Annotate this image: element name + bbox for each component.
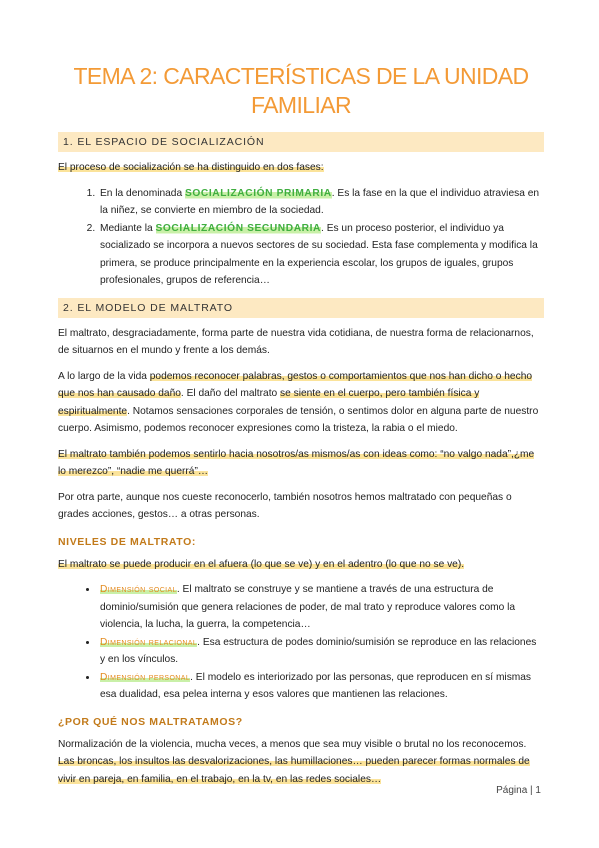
paragraph: El maltrato se puede producir en el afuera (lo que se ve) y en el adentro (lo que no se ve). bbox=[58, 558, 465, 570]
subheading-porque: ¿POR QUÉ NOS MALTRATAMOS? bbox=[58, 715, 243, 728]
paragraph: Por otra parte, aunque nos cueste reconocerlo, también nosotros hemos maltratado con pequeñas o grades acciones, gestos… a otras personas. bbox=[58, 491, 512, 520]
document-page bbox=[58, 62, 544, 796]
highlight: El maltrato también podemos sentirlo hacia nosotros/as mismos/as con ideas como: “no valgo nada”,¿me lo merezco”, “nadie me querrá”… bbox=[58, 448, 535, 477]
paragraph: A lo largo de la vida podemos reconocer palabras, gestos o comportamientos que nos han dicho o hecho que nos han causado daño. El daño del maltrato se siente en el cuerpo, pero también física y espiritualmente. Notamos sensaciones corporales de tensión, o sentimos dolor en alguna parte de nuestro cuerpo. Asimismo, podemos reconocer expresiones como la tristeza, la rabia o el miedo. bbox=[58, 370, 539, 434]
paragraph bbox=[58, 446, 544, 481]
highlight: Las broncas, los insultos las desvalorizaciones, las humillaciones… pueden parecer formas normales de vivir en pareja, en familia, en el trabajo, en la tv, en las redes sociales… bbox=[58, 756, 530, 785]
page-title: TEMA 2: CARACTERÍSTICAS DE LA UNIDAD FAMILIAR bbox=[73, 63, 529, 118]
list-item: • Dimensión personal. El modelo es interiorizado por las personas, que reproducen en sí mismas esa dualidad, esa pelea interna y esos valores que mantienen las relaciones. bbox=[98, 669, 544, 704]
paragraph: El maltrato, desgraciadamente, forma parte de nuestra vida cotidiana, de nuestra forma de relacionarnos, de situarnos en el mundo y frente a los demás. bbox=[58, 327, 534, 356]
highlight: se puede producir en bbox=[109, 558, 206, 570]
tag-socializacion-secundaria: SOCIALIZACIÓN SECUNDARIA bbox=[155, 222, 322, 234]
highlight: (lo que no se ve) bbox=[385, 558, 462, 570]
dimensions-list bbox=[58, 581, 544, 704]
list-item: 2. Mediante la SOCIALIZACIÓN SECUNDARIA. Es un proceso posterior, el individuo ya socializado se incorpora a nuevos sectores de su sociedad. Esta fase complementa y modifica la primera, se produce principalmente en la experiencia escolar, los grupos de iguales, grupos profesionales, grupos de referencia… bbox=[98, 220, 544, 290]
subheading-niveles: NIVELES DE MALTRATO: bbox=[58, 535, 196, 548]
list-item: 1. En la denominada SOCIALIZACIÓN PRIMARIA. Es la fase en la que el individuo atraviesa en la niñez, se convierte en miembro de la sociedad. bbox=[98, 185, 544, 220]
tag-dimension-personal: Dimensión personal bbox=[100, 671, 191, 683]
page-number: Página | 1 bbox=[496, 785, 541, 796]
paragraph bbox=[58, 159, 544, 177]
list-item: • Dimensión relacional. Esa estructura de podes dominio/sumisión se reproduce en las relaciones y en los vínculos. bbox=[98, 634, 544, 669]
tag-socializacion-primaria: SOCIALIZACIÓN PRIMARIA bbox=[184, 187, 332, 199]
highlight: (lo que se ve) bbox=[250, 558, 313, 570]
highlight: El proceso de socialización se ha distinguido en dos fases: bbox=[58, 162, 324, 173]
section-heading-maltrato: 2. EL MODELO DE MALTRATO bbox=[58, 298, 544, 318]
tag-dimension-relacional: Dimensión relacional bbox=[100, 636, 198, 648]
list-item: • Dimensión social. El maltrato se construye y se mantiene a través de una estructura de dominio/sumisión que genera relaciones de poder, de mal trato y reproduce valores como la violencia, la lucha, la guerra, la competencia… bbox=[98, 581, 544, 634]
phases-list bbox=[58, 185, 544, 290]
highlight: se siente en el cuerpo, pero también física y espiritualmente bbox=[58, 388, 480, 417]
paragraph: Normalización de la violencia, mucha veces, a menos que sea muy visible o brutal no los reconocemos. Las broncas, los insultos las desvalorizaciones, las humillaciones… pueden parecer formas normales de vivir en pareja, en familia, en el trabajo, en la tv, en las redes sociales… bbox=[58, 738, 530, 785]
section-heading-socializacion: 1. EL ESPACIO DE SOCIALIZACIÓN bbox=[58, 132, 544, 152]
highlight: podemos reconocer palabras, gestos o comportamientos que nos han dicho o hecho que nos han causado daño bbox=[58, 370, 533, 399]
tag-dimension-social: Dimensión social bbox=[100, 584, 177, 595]
